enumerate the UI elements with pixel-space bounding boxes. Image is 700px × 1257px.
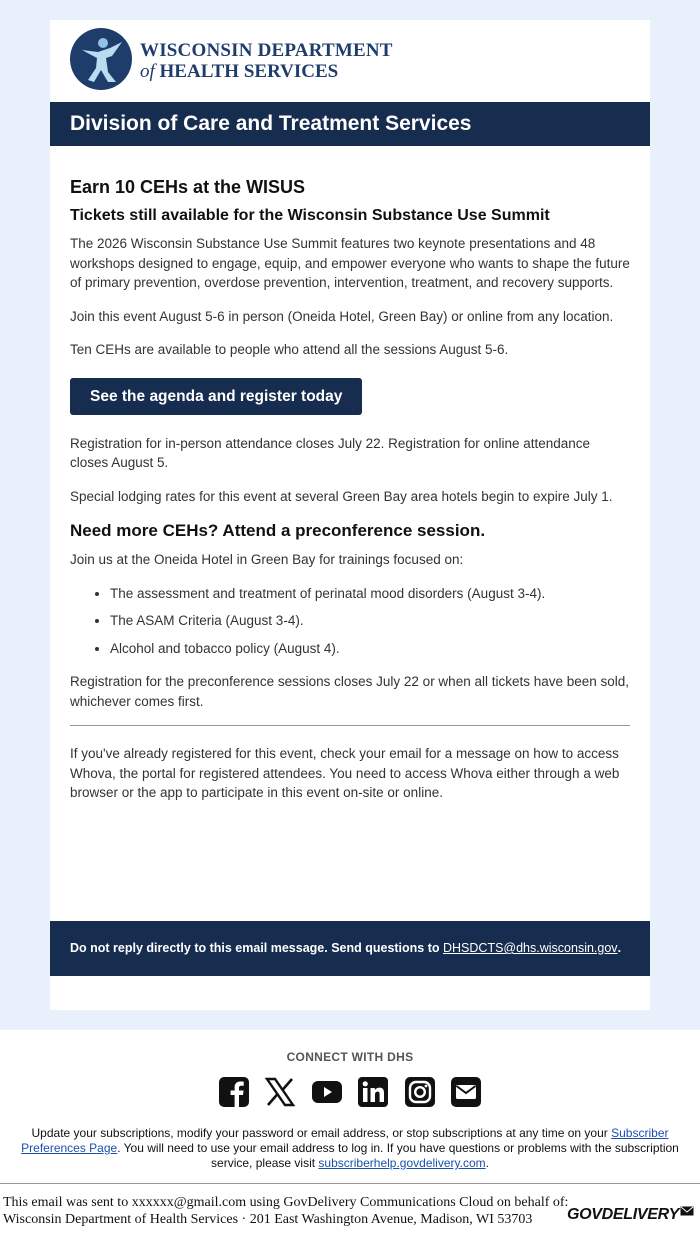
email-content	[50, 146, 650, 803]
training-list	[70, 584, 630, 659]
envelope-icon	[680, 1206, 694, 1216]
logo-line-1: WISCONSIN DEPARTMENT	[140, 40, 393, 61]
sent-notice-text: This email was sent to xxxxxx@gmail.com using GovDelivery Communications Cloud on behalf of: Wisconsin Department of Health Services · 201 East Washington Avenue, Madison, WI 53703	[3, 1195, 569, 1227]
email-card	[50, 20, 650, 1010]
x-icon[interactable]	[264, 1076, 296, 1108]
subscription-notice: Update your subscriptions, modify your password or email address, or stop subscriptions at any time on your Subscriber Preferences Page. You will need to use your email address to log in. If you have questions or problems with the subscription service, please visit subscriberhelp.govdelivery.com.	[21, 1126, 679, 1170]
list-item: • The ASAM Criteria (August 3-4).	[110, 611, 630, 631]
email-icon[interactable]	[450, 1076, 482, 1108]
reply-notice-bar: Do not reply directly to this email message. Send questions to DHSDCTS@dhs.wisconsin.gov.	[50, 921, 650, 976]
paragraph-cehs: Ten CEHs are available to people who attend all the sessions August 5-6.	[70, 342, 509, 357]
paragraph-whova: If you've already registered for this event, check your email for a message on how to access Whova, the portal for registered attendees. You need to access Whova either through a web browser or the app to participate in this event on-site or online.	[70, 746, 620, 800]
reply-notice-text: Do not reply directly to this email message. Send questions to	[70, 941, 443, 955]
paragraph-event-dates: Join this event August 5-6 in person (Oneida Hotel, Green Bay) or online from any location.	[70, 308, 614, 324]
paragraph-preconference: Join us at the Oneida Hotel in Green Bay for trainings focused on:	[70, 552, 464, 567]
linkedin-icon[interactable]	[357, 1076, 389, 1108]
divider	[70, 725, 630, 726]
logo-line-2: of HEALTH SERVICES	[140, 61, 339, 82]
instagram-icon[interactable]	[404, 1076, 436, 1108]
preconference-heading: Need more CEHs? Attend a preconference session.	[70, 521, 486, 540]
main-heading: Earn 10 CEHs at the WISUS	[70, 177, 306, 197]
connect-label: CONNECT WITH DHS	[286, 1050, 414, 1064]
facebook-icon[interactable]	[218, 1076, 250, 1108]
division-banner: Division of Care and Treatment Services	[50, 102, 650, 146]
sub-heading: Tickets still available for the Wisconsin Substance Use Summit	[70, 207, 550, 224]
register-button[interactable]: See the agenda and register today	[70, 378, 362, 415]
list-item: • The assessment and treatment of perinatal mood disorders (August 3-4).	[110, 584, 630, 604]
paragraph-registration: Registration for in-person attendance closes July 22. Registration for online attendance closes August 5.	[70, 435, 591, 470]
subscriber-help-link[interactable]: subscriberhelp.govdelivery.com	[318, 1156, 486, 1170]
list-item: • Alcohol and tobacco policy (August 4).	[110, 639, 630, 659]
paragraph-lodging: Special lodging rates for this event at several Green Bay area hotels begin to expire July 1.	[70, 488, 613, 504]
contact-email-link[interactable]: DHSDCTS@dhs.wisconsin.gov	[443, 941, 618, 955]
logo-wordmark	[140, 40, 393, 82]
subscriber-preferences-link[interactable]: Subscriber Preferences Page	[21, 1126, 669, 1155]
paragraph-preconference-registration: Registration for the preconference sessions closes July 22 or when all tickets have been sold, whichever comes first.	[70, 674, 630, 709]
header-logo[interactable]	[50, 20, 650, 102]
dhs-figure-logo-icon	[70, 28, 132, 90]
youtube-icon[interactable]	[311, 1076, 343, 1108]
social-icons	[0, 1076, 700, 1110]
paragraph-intro: The 2026 Wisconsin Substance Use Summit features two keynote presentations and 48 workshops designed to engage, equip, and empower everyone who wants to shape the future of primary prevention, overdose prevention, intervention, treatment, and recovery supports.	[70, 236, 630, 290]
govdelivery-logo[interactable]: GOVDELIVERY	[567, 1206, 694, 1223]
sent-notice	[0, 1184, 700, 1228]
